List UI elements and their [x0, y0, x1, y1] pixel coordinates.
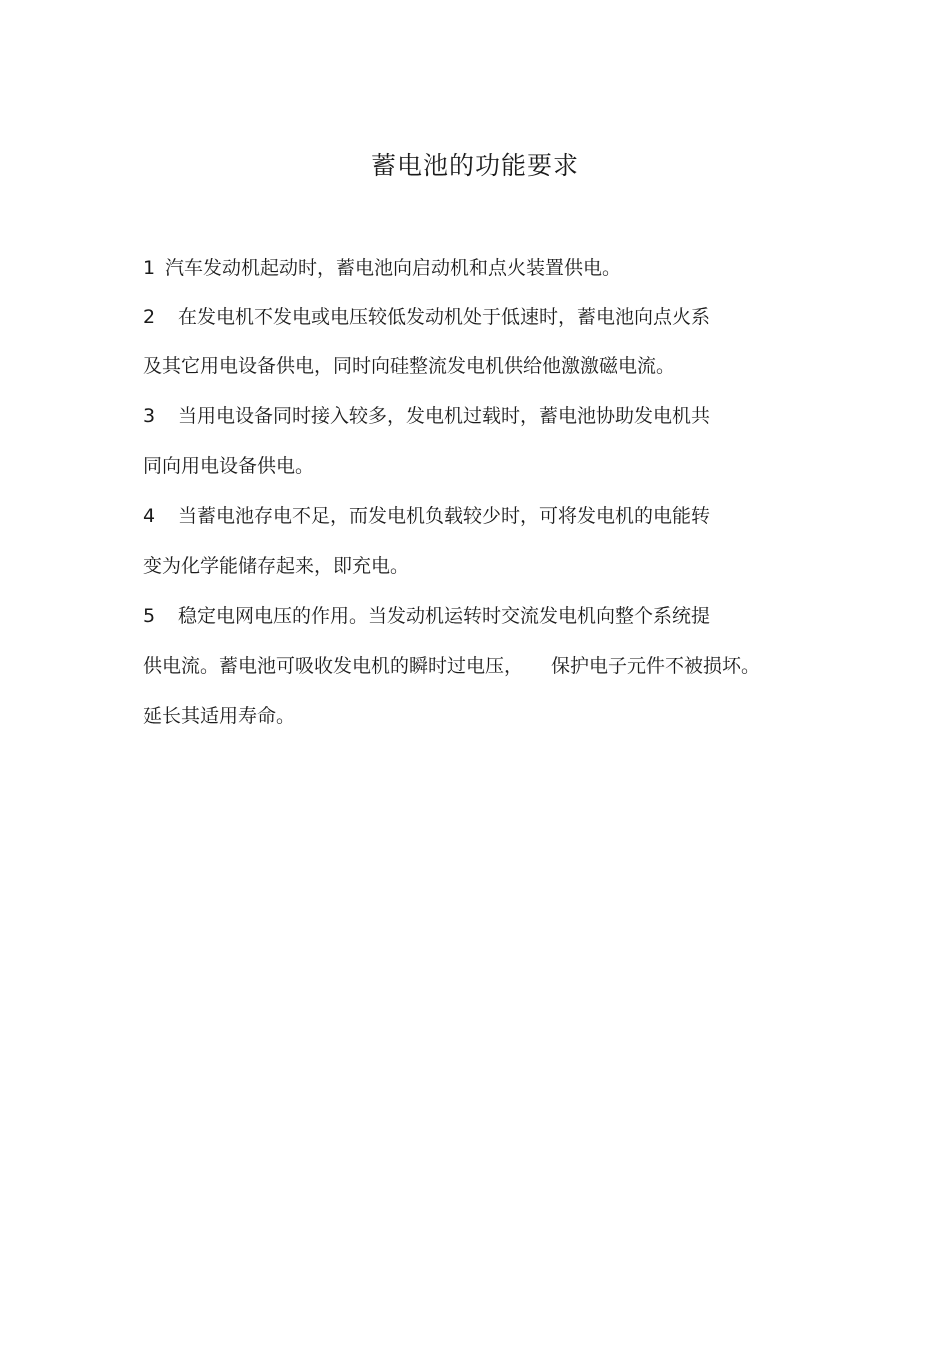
item-number: 3 [143, 405, 156, 427]
item-text: 变为化学能储存起来，即充电。 [143, 555, 410, 577]
list-item-3-continuation [143, 453, 314, 479]
item-text: 延长其适用寿命。 [143, 705, 296, 727]
list-item-1 [143, 255, 621, 281]
list-item-5-continuation-2 [143, 703, 295, 729]
item-text: 供电流。蓄电池可吸收发电机的瞬时过电压， [143, 655, 524, 677]
list-item-3 [143, 403, 710, 429]
item-text: 及其它用电设备供电，同时向硅整流发电机供给他激激磁电流。 [143, 355, 676, 377]
list-item-5-continuation [143, 653, 760, 679]
item-text: 当蓄电池存电不足，而发电机负载较少时，可将发电机的电能转 [178, 505, 711, 527]
list-item-2 [143, 304, 710, 330]
document-title: 蓄电池的功能要求 [370, 151, 579, 180]
item-number: 4 [143, 505, 156, 527]
item-number: 5 [143, 605, 156, 627]
list-item-2-continuation [143, 353, 675, 379]
list-item-4-continuation [143, 553, 409, 579]
item-text: 同向用电设备供电。 [143, 455, 315, 477]
item-number: 1 [143, 257, 156, 279]
item-number: 2 [143, 306, 156, 328]
item-text: 保护电子元件不被损坏。 [551, 655, 761, 677]
item-text: 汽车发动机起动时，蓄电池向启动机和点火装置供电。 [165, 257, 622, 279]
item-text: 当用电设备同时接入较多，发电机过载时，蓄电池协助发电机共 [178, 405, 711, 427]
item-text: 在发电机不发电或电压较低发动机处于低速时，蓄电池向点火系 [178, 306, 711, 328]
list-item-5 [143, 603, 710, 629]
item-text: 稳定电网电压的作用。当发动机运转时交流发电机向整个系统提 [178, 605, 711, 627]
list-item-4 [143, 503, 710, 529]
